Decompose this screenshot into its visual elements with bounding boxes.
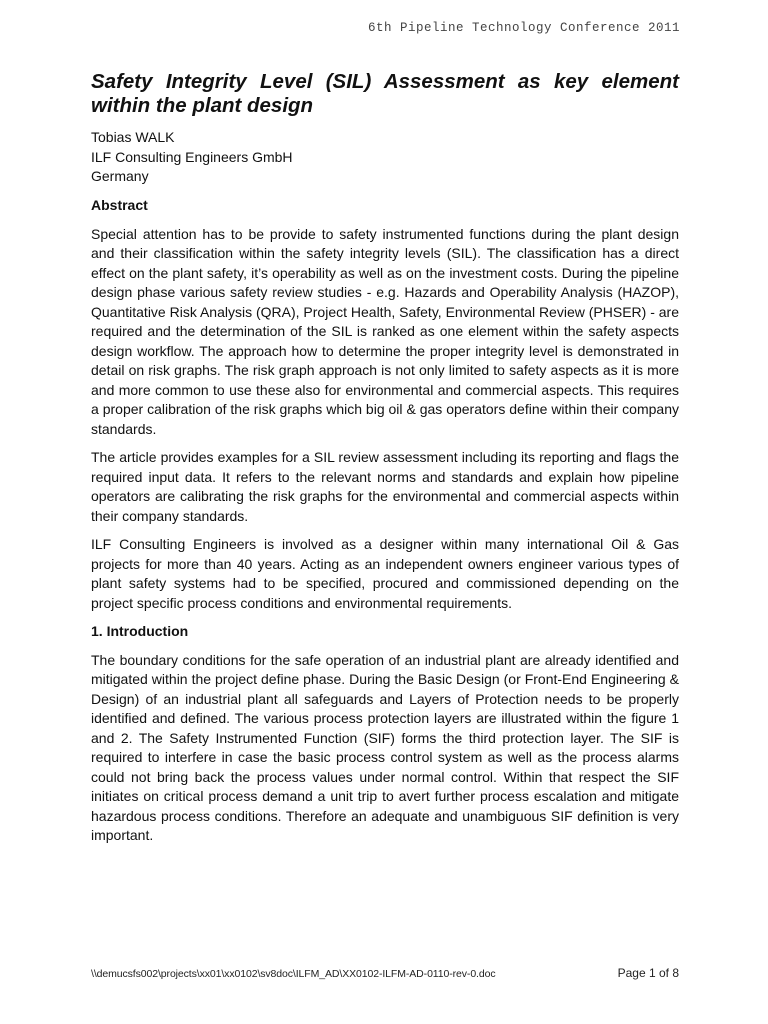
page-number: Page 1 of 8 bbox=[617, 966, 679, 980]
paper-title: Safety Integrity Level (SIL) Assessment as key element within the plant design bbox=[91, 70, 679, 117]
abstract-paragraph: Special attention has to be provide to safety instrumented functions during the plant design and their classification within the safety integrity levels (SIL). The classification has a direct effect on the plant safety, it’s operability as well as on the investment costs. During the pipeline design phase various safety review studies - e.g. Hazards and Operability Analysis (HAZOP), Quantitative Risk Analysis (QRA), Project Health, Safety, Environmental Review (PHSER) - are required and the determination of the SIL is ranked as one element within the safety aspects design workflow. The approach how to determine the proper integrity level is demonstrated in detail on risk graphs. The risk graph approach is not only limited to safety aspects as it is more and more common to use these also for environmental and commercial aspects. This requires a proper calibration of the risk graphs which big oil & gas operators define within their company standards. bbox=[91, 225, 679, 437]
abstract-paragraph: ILF Consulting Engineers is involved as a designer within many international Oil & Gas projects for more than 40 years. Acting as an independent owners engineer various types of plant safety systems had to be specified, procured and commissioned depending on the project specific process conditions and environmental requirements. bbox=[91, 536, 679, 611]
author-company: ILF Consulting Engineers GmbH bbox=[91, 148, 293, 165]
document-path: \\demucsfs002\projects\xx01\xx0102\sv8doc\ILFM_AD\XX0102-ILFM-AD-0110-rev-0.doc bbox=[91, 968, 496, 980]
abstract-heading: Abstract bbox=[91, 197, 148, 213]
author-country: Germany bbox=[91, 168, 149, 184]
page-footer bbox=[91, 966, 679, 980]
author-block bbox=[91, 128, 679, 187]
conference-header: 6th Pipeline Technology Conference 2011 bbox=[367, 21, 680, 35]
introduction-paragraph: The boundary conditions for the safe operation of an industrial plant are already identified and mitigated within the project define phase. During the Basic Design (or Front-End Engineering & Design) of an industrial plant all safeguards and Layers of Protection needs to be properly identified and defined. The various process protection layers are illustrated within the figure 1 and 2. The Safety Instrumented Function (SIF) forms the third protection layer. The SIF is required to interfere in case the basic process control system as well as the process alarms could not bring back the process values under normal control. Within that respect the SIF initiates on critical process demand a unit trip to avert further process escalation and mitigate hazardous process conditions. Therefore an adequate and unambiguous SIF definition is very important. bbox=[91, 651, 679, 843]
author-name: Tobias WALK bbox=[91, 129, 175, 145]
introduction-heading: 1. Introduction bbox=[91, 623, 189, 639]
abstract-paragraph: The article provides examples for a SIL review assessment including its reporting and flags the required input data. It refers to the relevant norms and standards and explain how pipeline operators are calibrating the risk graphs for the environmental and commercial aspects within their company standards. bbox=[91, 449, 679, 524]
paper-body bbox=[91, 196, 679, 855]
